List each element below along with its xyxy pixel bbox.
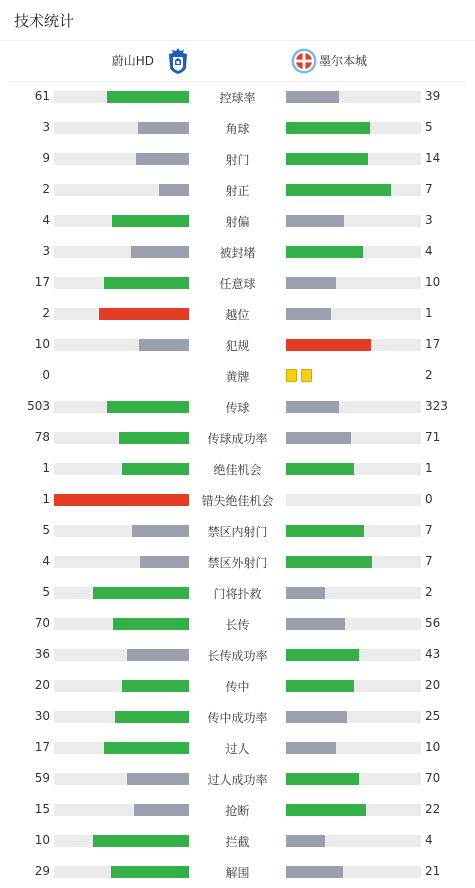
away-bar-fill <box>286 742 336 754</box>
away-value: 4 <box>425 833 433 847</box>
home-bar-track <box>54 215 189 227</box>
home-team-name: 蔚山HD <box>111 54 154 68</box>
home-value: 61 <box>34 89 50 103</box>
home-bar-fill <box>54 494 189 506</box>
home-value: 10 <box>34 337 50 351</box>
stat-label: 传球 <box>225 401 250 415</box>
home-bar-track <box>54 525 189 537</box>
stat-label: 黄牌 <box>225 370 250 384</box>
away-value: 323 <box>425 399 448 413</box>
stat-row <box>0 298 475 329</box>
stat-row <box>0 763 475 794</box>
home-value: 15 <box>34 802 50 816</box>
away-bar-track <box>286 680 421 692</box>
home-value: 17 <box>34 740 50 754</box>
home-bar-fill <box>111 866 189 878</box>
away-bar-track <box>286 432 421 444</box>
home-bar-track <box>54 742 189 754</box>
home-value: 5 <box>42 585 50 599</box>
away-value: 4 <box>425 244 433 258</box>
away-value: 14 <box>425 151 441 165</box>
stat-row <box>0 670 475 701</box>
away-bar-track <box>286 215 421 227</box>
home-value: 17 <box>34 275 50 289</box>
away-value: 10 <box>425 275 441 289</box>
stat-row <box>0 484 475 515</box>
away-bar-track <box>286 308 421 320</box>
away-bar-fill <box>286 587 325 599</box>
away-bar-track <box>286 618 421 630</box>
away-value: 25 <box>425 709 441 723</box>
away-bar-track <box>286 587 421 599</box>
away-bar-track <box>286 649 421 661</box>
stat-label: 传中成功率 <box>207 711 268 725</box>
home-bar-fill <box>113 618 189 630</box>
away-value: 7 <box>425 182 433 196</box>
stat-row <box>0 546 475 577</box>
stats-list <box>0 81 475 887</box>
home-bar-track <box>54 866 189 878</box>
away-bar-track <box>286 711 421 723</box>
away-bar-track <box>286 246 421 258</box>
away-bar-fill <box>286 432 351 444</box>
home-bar-fill <box>127 773 189 785</box>
stat-label: 被封堵 <box>219 246 256 260</box>
home-value: 70 <box>34 616 50 630</box>
stat-row <box>0 422 475 453</box>
home-bar-track <box>54 773 189 785</box>
stat-label: 越位 <box>225 308 250 322</box>
stat-row <box>0 825 475 856</box>
away-bar-fill <box>286 773 359 785</box>
home-value: 36 <box>34 647 50 661</box>
away-bar-fill <box>286 804 366 816</box>
stat-row <box>0 453 475 484</box>
away-bar-fill <box>286 308 331 320</box>
away-value: 22 <box>425 802 441 816</box>
away-value: 1 <box>425 306 433 320</box>
stat-row <box>0 856 475 887</box>
away-bar-fill <box>286 339 371 351</box>
stat-label: 控球率 <box>219 91 256 105</box>
yellow-card-icon <box>301 369 312 382</box>
home-value: 1 <box>42 461 50 475</box>
away-bar-fill <box>286 835 325 847</box>
away-bar-fill <box>286 463 354 475</box>
home-bar-fill <box>136 153 189 165</box>
stat-label: 传中 <box>225 680 250 694</box>
home-bar-fill <box>93 587 189 599</box>
away-value: 70 <box>425 771 441 785</box>
ulsan-hd-logo-icon <box>169 48 187 74</box>
stat-label: 长传 <box>225 618 250 632</box>
stat-label: 射门 <box>225 153 250 167</box>
home-bar-track <box>54 432 189 444</box>
away-bar-fill <box>286 525 364 537</box>
away-bar-track <box>286 773 421 785</box>
home-bar-track <box>54 91 189 103</box>
away-bar-fill <box>286 122 370 134</box>
away-bar-fill <box>286 246 363 258</box>
stat-row <box>0 794 475 825</box>
away-value: 2 <box>425 368 433 382</box>
home-value: 3 <box>42 244 50 258</box>
stat-row <box>0 329 475 360</box>
stat-label: 角球 <box>225 122 250 136</box>
stat-label: 过人成功率 <box>207 773 268 787</box>
away-bar-fill <box>286 649 359 661</box>
away-value: 7 <box>425 523 433 537</box>
home-value: 0 <box>42 368 50 382</box>
away-bar-fill <box>286 184 391 196</box>
stat-label: 禁区外射门 <box>207 556 268 570</box>
away-value: 17 <box>425 337 441 351</box>
stat-row <box>0 515 475 546</box>
home-bar-fill <box>159 184 189 196</box>
away-value: 5 <box>425 120 433 134</box>
stat-row <box>0 391 475 422</box>
home-value: 9 <box>42 151 50 165</box>
away-bar-fill <box>286 153 368 165</box>
away-bar-fill <box>286 680 354 692</box>
stat-label: 门将扑救 <box>213 587 262 601</box>
teams-bar <box>8 41 467 82</box>
home-bar-track <box>54 122 189 134</box>
home-bar-track <box>54 246 189 258</box>
away-bar-track <box>286 277 421 289</box>
home-value: 20 <box>34 678 50 692</box>
stat-label: 解围 <box>225 866 250 880</box>
home-value: 1 <box>42 492 50 506</box>
home-bar-fill <box>138 122 189 134</box>
away-value: 39 <box>425 89 441 103</box>
stat-label: 禁区内射门 <box>207 525 268 539</box>
home-value: 10 <box>34 833 50 847</box>
away-value: 21 <box>425 864 441 878</box>
away-bar-fill <box>286 556 372 568</box>
home-bar-fill <box>122 680 190 692</box>
home-bar-track <box>54 463 189 475</box>
home-bar-fill <box>127 649 189 661</box>
away-bar-fill <box>286 618 345 630</box>
home-bar-fill <box>104 277 189 289</box>
stat-row <box>0 205 475 236</box>
away-bar-track <box>286 866 421 878</box>
home-value: 2 <box>42 182 50 196</box>
away-value: 7 <box>425 554 433 568</box>
home-bar-fill <box>107 401 189 413</box>
away-bar-track <box>286 401 421 413</box>
stat-row <box>0 639 475 670</box>
away-bar-track <box>286 339 421 351</box>
away-bar-track <box>286 525 421 537</box>
home-bar-track <box>54 835 189 847</box>
away-bar-track <box>286 184 421 196</box>
home-value: 503 <box>27 399 50 413</box>
home-bar-fill <box>107 91 189 103</box>
stat-row <box>0 81 475 112</box>
away-value: 3 <box>425 213 433 227</box>
away-bar-track <box>286 463 421 475</box>
away-value: 0 <box>425 492 433 506</box>
home-value: 5 <box>42 523 50 537</box>
home-value: 59 <box>34 771 50 785</box>
home-bar-fill <box>93 835 189 847</box>
away-yellow-cards <box>286 369 316 382</box>
stat-label: 射偏 <box>225 215 250 229</box>
home-bar-fill <box>134 804 189 816</box>
away-value: 56 <box>425 616 441 630</box>
stat-row <box>0 701 475 732</box>
home-bar-track <box>54 680 189 692</box>
home-bar-fill <box>132 525 189 537</box>
away-bar-track <box>286 122 421 134</box>
stat-row <box>0 174 475 205</box>
home-bar-fill <box>139 339 189 351</box>
yellow-card-icon <box>286 369 297 382</box>
home-bar-track <box>54 153 189 165</box>
home-value: 2 <box>42 306 50 320</box>
home-bar-fill <box>131 246 189 258</box>
home-bar-fill <box>119 432 189 444</box>
home-bar-fill <box>140 556 189 568</box>
home-bar-track <box>54 587 189 599</box>
away-bar-track <box>286 556 421 568</box>
home-bar-track <box>54 618 189 630</box>
away-bar-fill <box>286 711 347 723</box>
away-bar-track <box>286 804 421 816</box>
away-team-name: 墨尔本城 <box>319 54 368 68</box>
away-bar-fill <box>286 215 344 227</box>
home-bar-fill <box>112 215 189 227</box>
away-bar-track <box>286 91 421 103</box>
stat-row <box>0 732 475 763</box>
stat-label: 抢断 <box>225 804 250 818</box>
away-value: 1 <box>425 461 433 475</box>
away-value: 20 <box>425 678 441 692</box>
home-bar-track <box>54 556 189 568</box>
away-bar-fill <box>286 277 336 289</box>
away-value: 2 <box>425 585 433 599</box>
stats-header <box>0 0 475 41</box>
stat-label: 错失绝佳机会 <box>201 494 274 508</box>
away-value: 10 <box>425 740 441 754</box>
melbourne-city-logo-icon <box>291 48 317 74</box>
home-value: 3 <box>42 120 50 134</box>
page-title: 技术统计 <box>14 12 75 30</box>
away-bar-track <box>286 835 421 847</box>
stat-row <box>0 143 475 174</box>
away-bar-fill <box>286 91 339 103</box>
stat-label: 长传成功率 <box>207 649 268 663</box>
stat-label: 传球成功率 <box>207 432 268 446</box>
home-bar-track <box>54 494 189 506</box>
stat-label: 过人 <box>225 742 250 756</box>
away-value: 43 <box>425 647 441 661</box>
stat-row <box>0 236 475 267</box>
home-bar-track <box>54 804 189 816</box>
stat-label: 犯规 <box>225 339 250 353</box>
stat-row <box>0 608 475 639</box>
away-bar-track <box>286 494 421 506</box>
home-bar-track <box>54 277 189 289</box>
stat-row <box>0 267 475 298</box>
home-bar-fill <box>104 742 189 754</box>
stat-label: 绝佳机会 <box>213 463 262 477</box>
home-bar-track <box>54 401 189 413</box>
home-bar-fill <box>99 308 189 320</box>
stat-row <box>0 112 475 143</box>
away-value: 71 <box>425 430 441 444</box>
home-value: 4 <box>42 213 50 227</box>
home-bar-track <box>54 184 189 196</box>
stat-label: 拦截 <box>225 835 250 849</box>
home-bar-track <box>54 711 189 723</box>
away-bar-track <box>286 153 421 165</box>
home-bar-fill <box>115 711 189 723</box>
home-value: 29 <box>34 864 50 878</box>
stat-label: 任意球 <box>219 277 256 291</box>
home-bar-track <box>54 649 189 661</box>
home-value: 78 <box>34 430 50 444</box>
home-value: 4 <box>42 554 50 568</box>
stat-label: 射正 <box>225 184 250 198</box>
home-value: 30 <box>34 709 50 723</box>
home-bar-fill <box>122 463 190 475</box>
stat-row <box>0 360 475 391</box>
away-bar-track <box>286 742 421 754</box>
away-bar-fill <box>286 866 343 878</box>
stat-row <box>0 577 475 608</box>
home-bar-track <box>54 339 189 351</box>
away-bar-fill <box>286 401 339 413</box>
home-bar-track <box>54 308 189 320</box>
